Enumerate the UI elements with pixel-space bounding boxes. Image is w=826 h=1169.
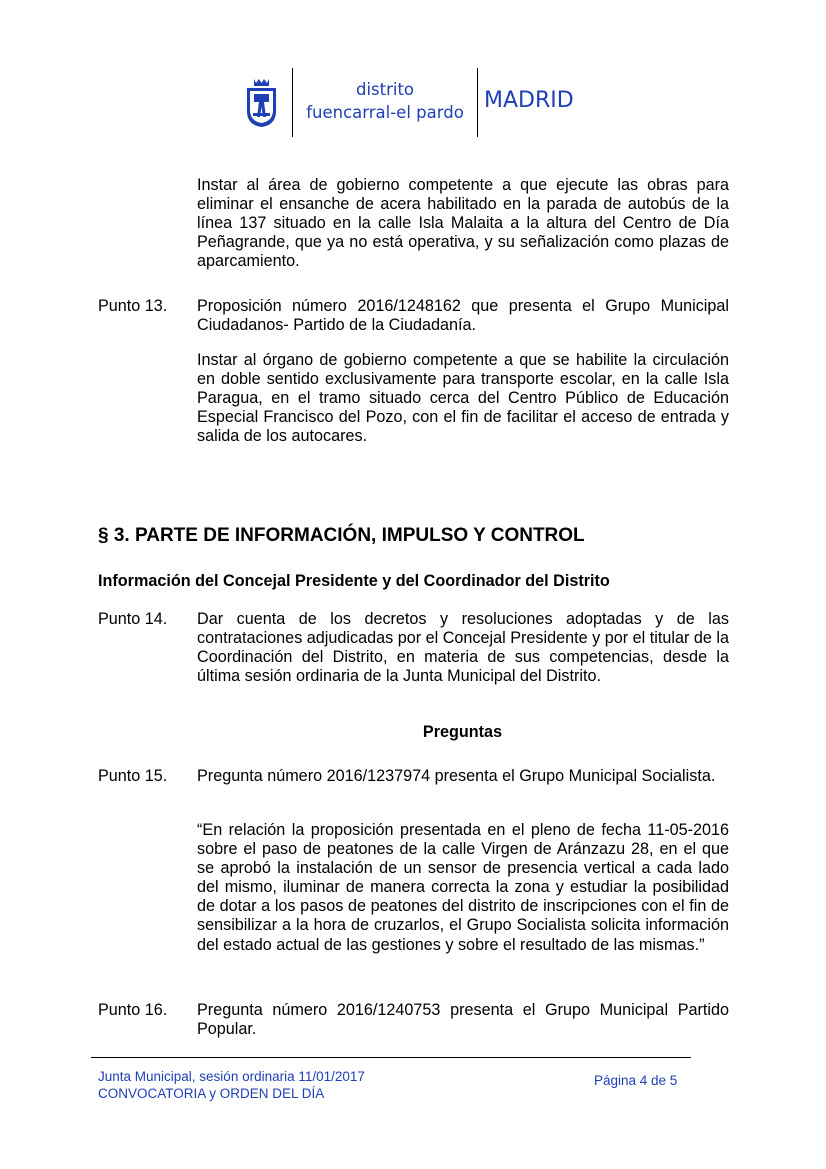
item-label: Punto 14. — [98, 610, 168, 628]
page-number: Página 4 de 5 — [594, 1073, 678, 1088]
footer-document-type: CONVOCATORIA y ORDEN DEL DÍA — [98, 1086, 325, 1101]
item-label: Punto 15. — [98, 767, 168, 785]
item-text: Pregunta número 2016/1240753 presenta el Grupo Municipal Partido Popular. — [197, 1001, 729, 1039]
item-label: Punto 13. — [98, 297, 168, 315]
footer-session: Junta Municipal, sesión ordinaria 11/01/2017 — [98, 1069, 365, 1084]
madrid-coat-of-arms-icon — [245, 77, 278, 128]
item-detail: “En relación la proposición presentada en el pleno de fecha 11-05-2016 sobre el paso de peatones de la calle Virgen de Aránzazu 28, en el que se aprobó la instalación de un sensor de presencia vertical a cada lado del mismo, iluminar de manera correcta la zona y estudiar la posibilidad de dotar a los pasos de peatones del distrito de inscripciones con el fin de sensibilizar a la hora de cruzarlos, el Grupo Socialista solicita información del estado actual de las gestiones y sobre el resultado de las mismas.” — [197, 821, 729, 954]
city-wordmark: MADRID — [484, 88, 574, 113]
district-label-line1: distrito — [355, 80, 415, 99]
item-text: Pregunta número 2016/1237974 presenta el Grupo Municipal Socialista. — [197, 767, 716, 785]
header-divider — [477, 68, 478, 137]
section-heading: § 3. PARTE DE INFORMACIÓN, IMPULSO Y CONTROL — [98, 525, 585, 546]
subsection-heading: Información del Concejal Presidente y del Coordinador del Distrito — [98, 572, 610, 590]
intro-paragraph: Instar al área de gobierno competente a que ejecute las obras para eliminar el ensanche de acera habilitado en la parada de autobús de la línea 137 situado en la calle Isla Malaita a la altura del Centro de Día Peñagrande, que ya no está operativa, y su señalización como plazas de aparcamiento. — [197, 176, 729, 271]
district-label-line2: fuencarral-el pardo — [306, 103, 464, 122]
item-detail: Instar al órgano de gobierno competente a que se habilite la circulación en doble sentido exclusivamente para transporte escolar, en la calle Isla Paragua, en el tramo situado cerca del Centro Público de Educación Especial Francisco del Pozo, con el fin de facilitar el acceso de entrada y salida de los autocares. — [197, 351, 729, 446]
item-text: Dar cuenta de los decretos y resoluciones adoptadas y de las contrataciones adjudicadas por el Concejal Presidente y por el titular de la Coordinación del Distrito, en materia de sus competencias, desde la última sesión ordinaria de la Junta Municipal del Distrito. — [197, 610, 729, 686]
item-text: Proposición número 2016/1248162 que presenta el Grupo Municipal Ciudadanos- Partido de la Ciudadanía. — [197, 297, 729, 335]
item-label: Punto 16. — [98, 1001, 168, 1019]
header-divider — [292, 68, 293, 137]
footer-rule — [91, 1057, 691, 1058]
questions-heading: Preguntas — [422, 723, 503, 741]
